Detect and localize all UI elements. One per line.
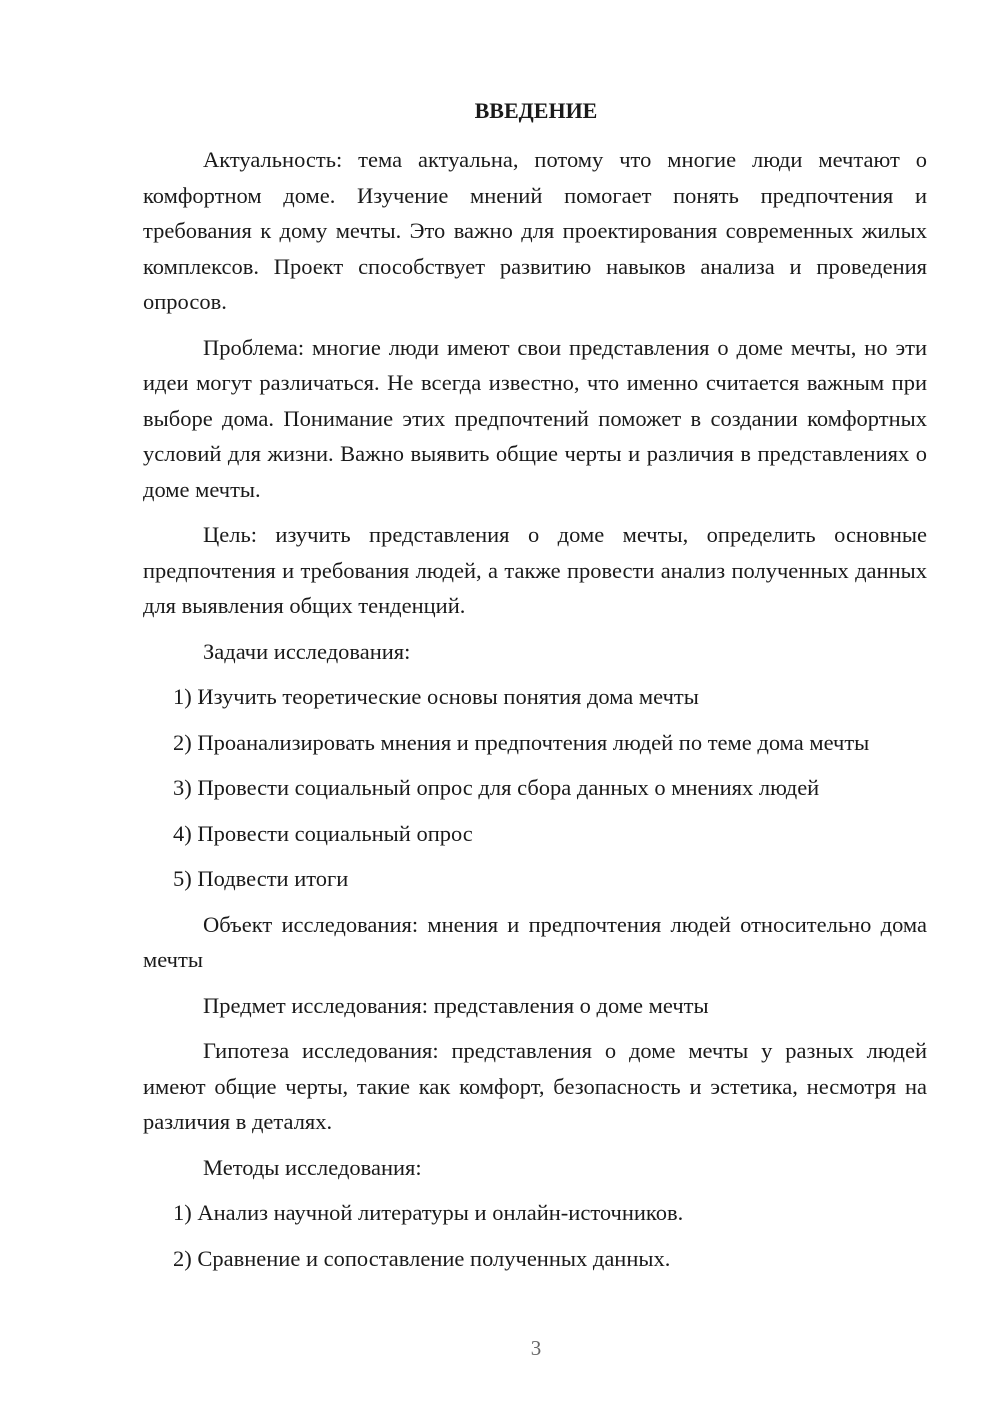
task-item: 4) Провести социальный опрос (173, 820, 473, 846)
paragraph-goal: Цель: изучить представления о доме мечты, определить основные предпочтения и требования людей, а также провести анализ полученных данных для выявления общих тенденций. (143, 522, 927, 618)
task-item: 5) Подвести итоги (173, 866, 349, 891)
paragraph-problem: Проблема: многие люди имеют свои представления о доме мечты, но эти идеи могут различаться. Не всегда известно, что именно считается важным при выборе дома. Понимание этих предпочтений поможет в создании комфортных условий для жизни. Важно выявить общие черты и различия в представлениях о доме мечты. (143, 334, 927, 502)
task-item: 2) Проанализировать мнения и предпочтения людей по теме дома мечты (173, 729, 870, 755)
method-item: 1) Анализ научной литературы и онлайн-источников. (173, 1200, 684, 1225)
method-item: 2) Сравнение и сопоставление полученных данных. (173, 1245, 671, 1271)
task-item: 1) Изучить теоретические основы понятия дома мечты (173, 684, 699, 709)
paragraph-hypothesis: Гипотеза исследования: представления о доме мечты у разных людей имеют общие черты, такие как комфорт, безопасность и эстетика, несмотря на различия в деталях. (143, 1038, 927, 1134)
tasks-heading: Задачи исследования: (203, 638, 411, 664)
paragraph-subject: Предмет исследования: представления о доме мечты (203, 992, 709, 1018)
document-body (143, 142, 927, 1286)
page-title: ВВЕДЕНИЕ (474, 98, 598, 123)
task-item: 3) Провести социальный опрос для сбора данных о мнениях людей (173, 775, 820, 800)
paragraph-relevance: Актуальность: тема актуальна, потому что многие люди мечтают о комфортном доме. Изучение мнений помогает понять предпочтения и требования к дому мечты. Это важно для проектирования современных жилых комплексов. Проект способствует развитию навыков анализа и проведения опросов. (143, 147, 927, 314)
paragraph-object: Объект исследования: мнения и предпочтения людей относительно дома мечты (143, 911, 927, 972)
page-number: 3 (530, 1336, 542, 1360)
methods-heading: Методы исследования: (203, 1154, 422, 1180)
